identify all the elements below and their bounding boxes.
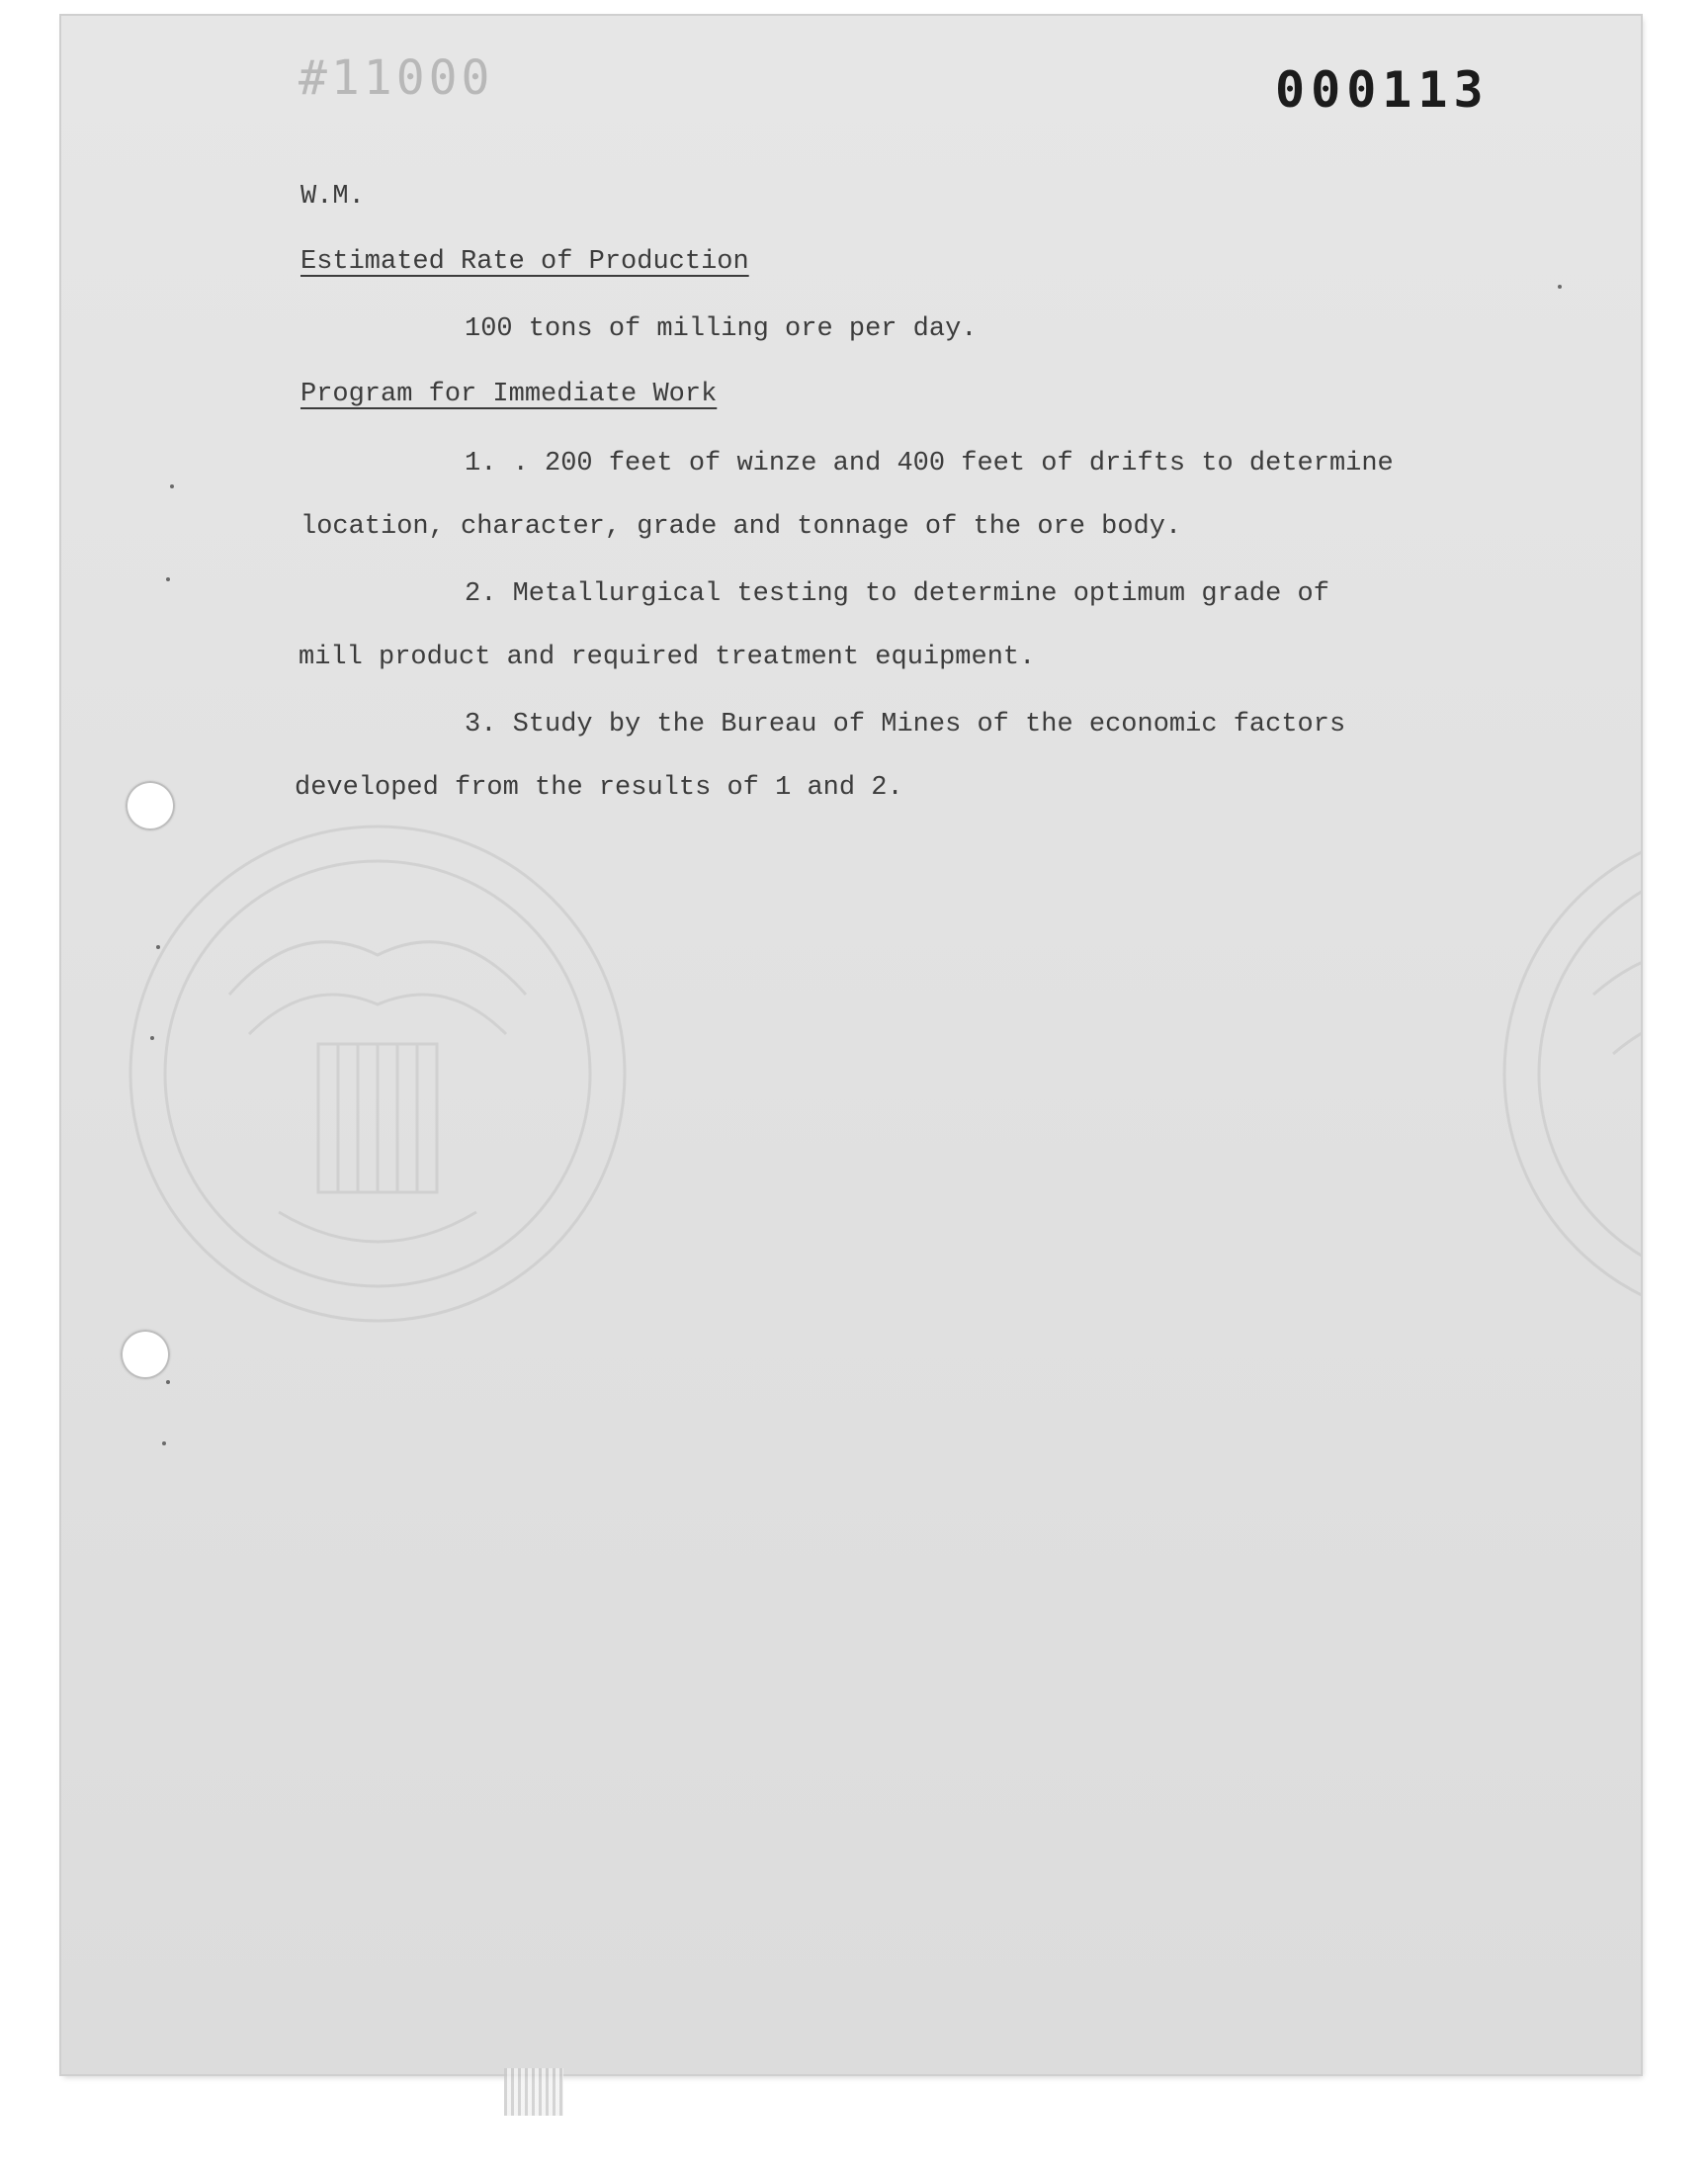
- heading-program-immediate-work: Program for Immediate Work: [300, 380, 718, 409]
- scan-speck: [162, 1441, 166, 1445]
- binder-hole-bottom: [121, 1330, 170, 1379]
- scan-speck: [170, 484, 174, 488]
- scan-speck: [166, 1380, 170, 1384]
- item-2-line-1: 2. Metallurgical testing to determine optimum grade of: [465, 579, 1329, 609]
- item-1-line-2: location, character, grade and tonnage of the ore body.: [300, 512, 1182, 542]
- header-initials: W.M.: [300, 182, 365, 212]
- faded-document-number: #11000: [299, 50, 494, 106]
- scanner-streak: [504, 2068, 563, 2116]
- document-page-number: 000113: [1275, 61, 1490, 119]
- document-page: [61, 16, 1641, 2074]
- scan-speck: [156, 945, 160, 949]
- scan-speck: [1558, 285, 1562, 289]
- heading-estimated-rate: Estimated Rate of Production: [300, 247, 749, 277]
- item-3-line-2: developed from the results of 1 and 2.: [295, 773, 903, 803]
- production-rate-text: 100 tons of milling ore per day.: [465, 314, 978, 344]
- binder-hole-top: [126, 781, 175, 830]
- item-3-line-1: 3. Study by the Bureau of Mines of the economic factors: [465, 710, 1346, 740]
- scan-speck: [150, 1036, 154, 1040]
- item-2-line-2: mill product and required treatment equipment.: [299, 643, 1036, 672]
- watermark-seal-left: [101, 797, 654, 1350]
- item-1-line-1: 1. . 200 feet of winze and 400 feet of drifts to determine: [465, 449, 1394, 478]
- watermark-seal-right: [1475, 797, 1641, 1350]
- scan-speck: [166, 577, 170, 581]
